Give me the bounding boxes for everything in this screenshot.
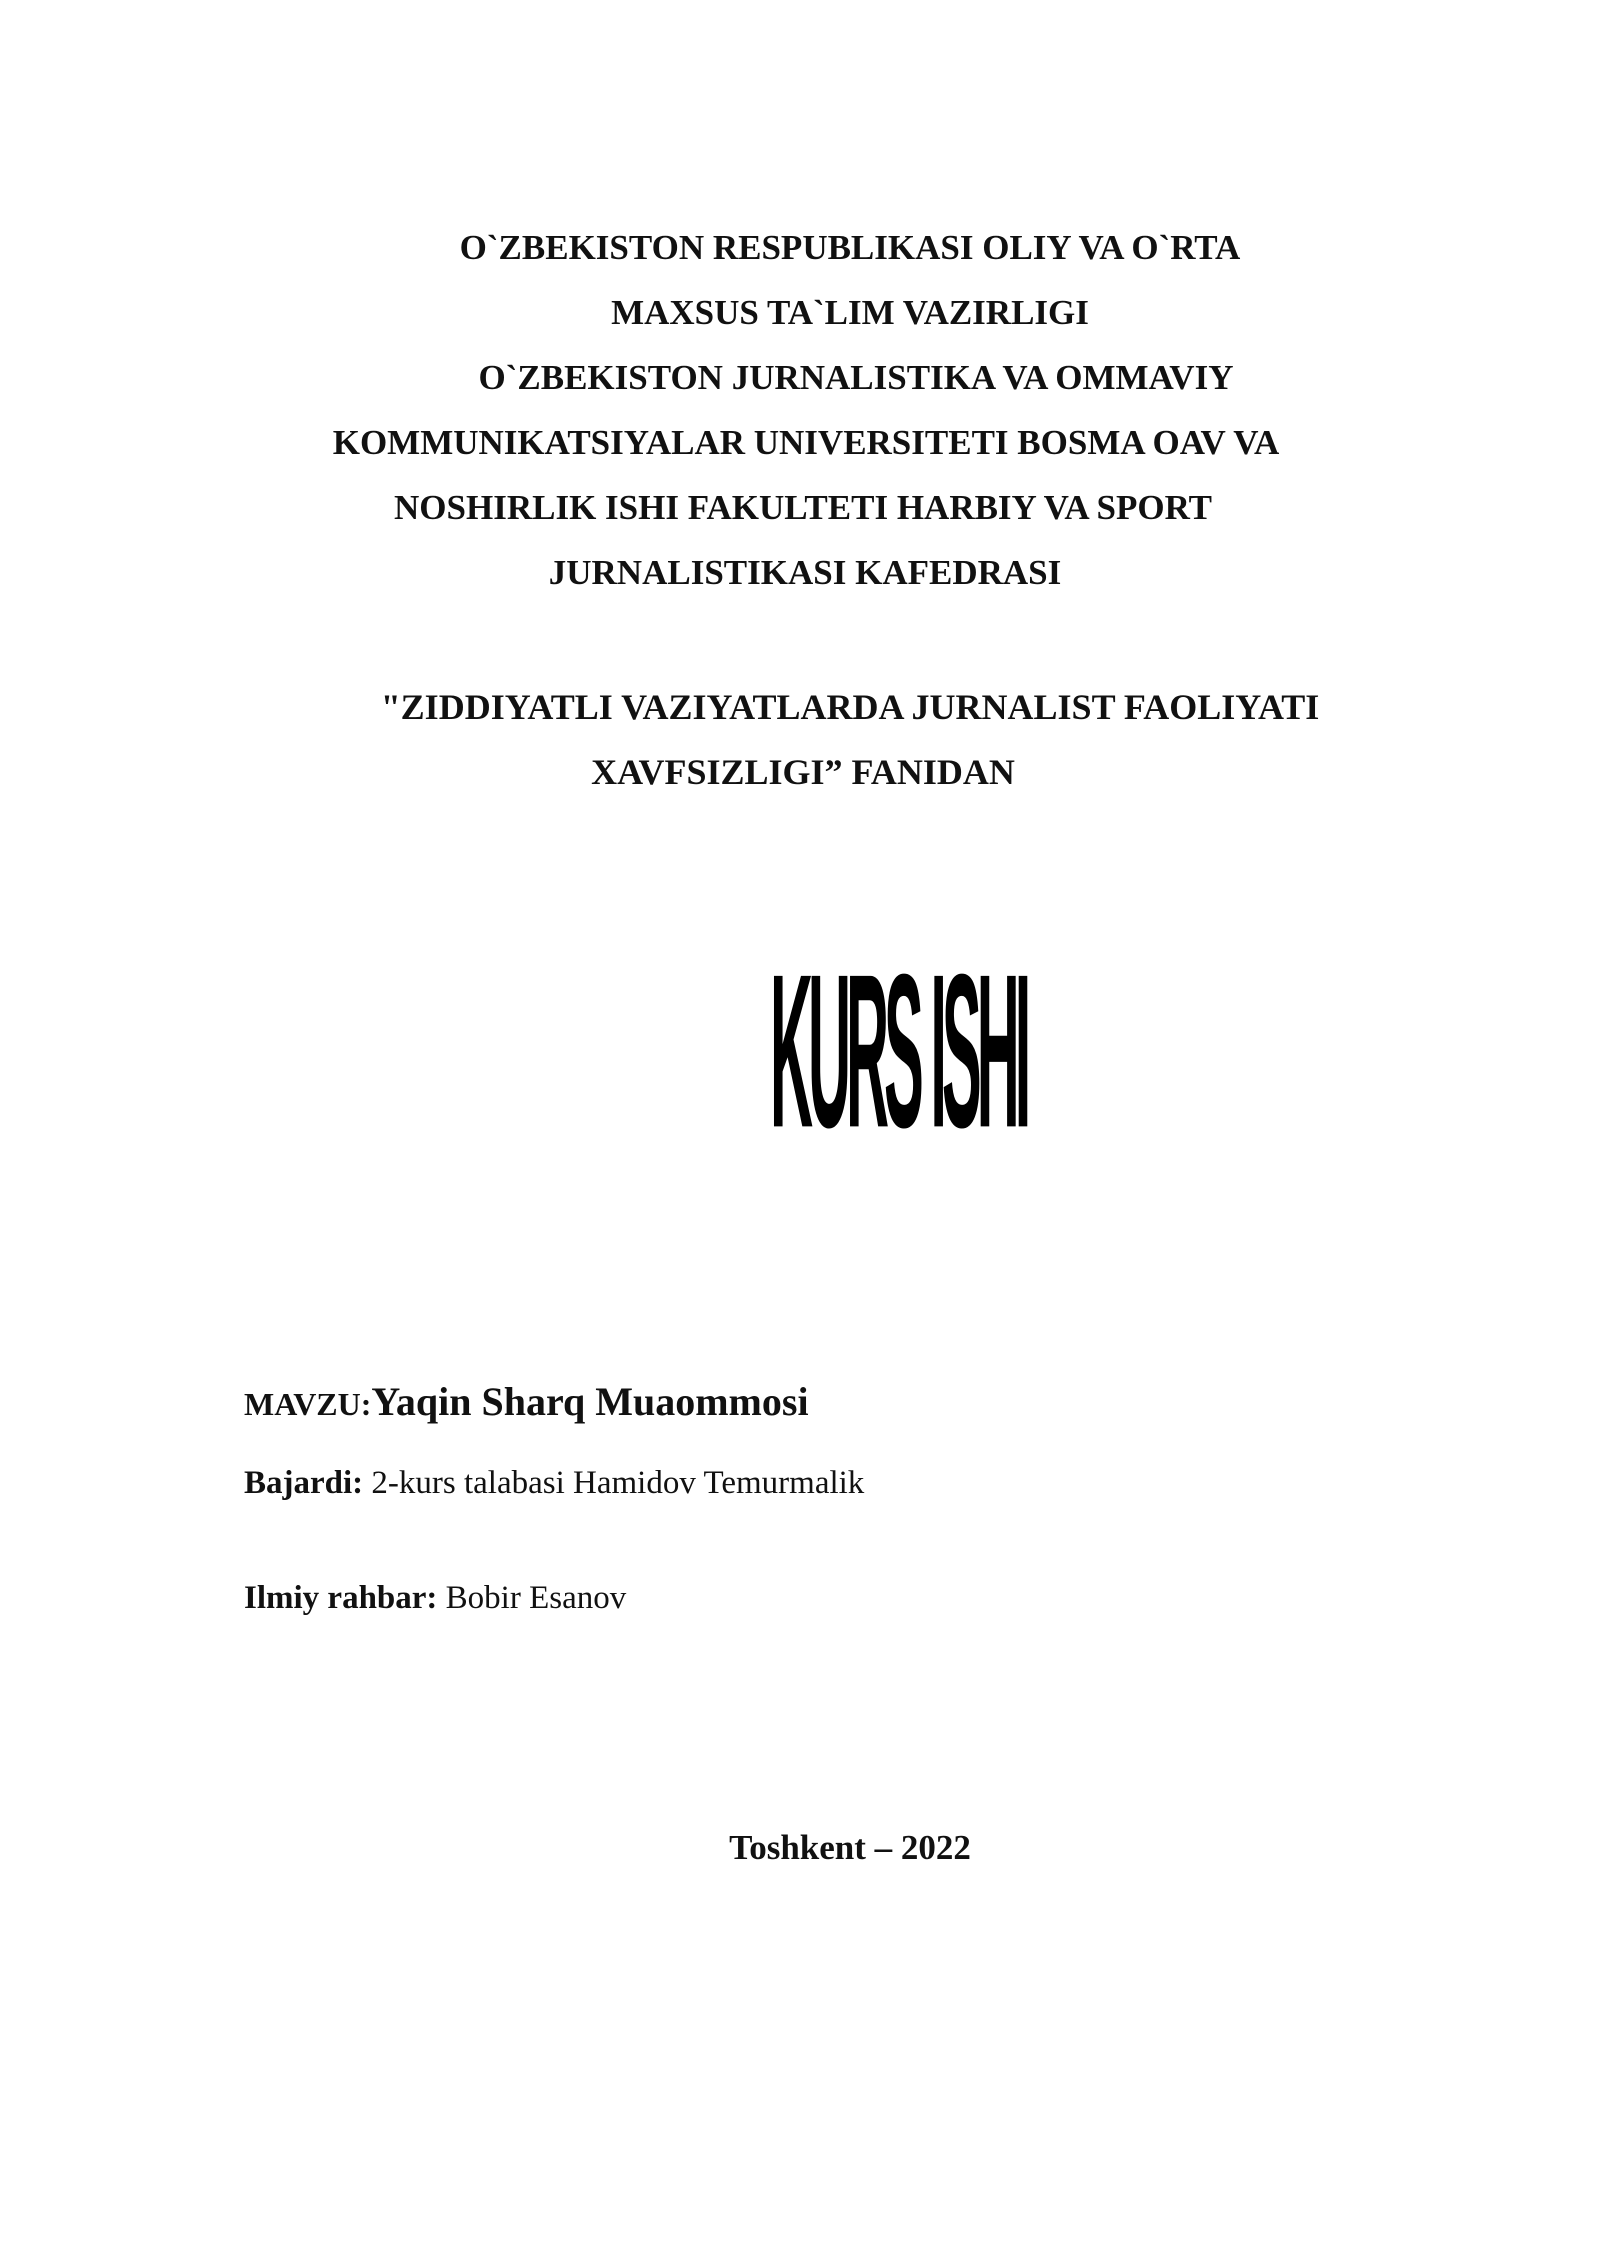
header-line-4: KOMMUNIKATSIYALAR UNIVERSITETI BOSMA OAV VA xyxy=(332,423,1280,462)
header-line-1: O`ZBEKISTON RESPUBLIKASI OLIY VA O`RTA xyxy=(459,228,1241,267)
city-year: Toshkent – 2022 xyxy=(729,1828,971,1867)
header-line-3: O`ZBEKISTON JURNALISTIKA VA OMMAVIY xyxy=(478,358,1234,397)
topic-value: Yaqin Sharq Muaommosi xyxy=(371,1379,809,1424)
header-line-2: MAXSUS TA`LIM VAZIRLIGI xyxy=(611,293,1089,332)
author-value: 2-kurs talabasi Hamidov Temurmalik xyxy=(363,1465,865,1501)
supervisor-line xyxy=(244,1580,626,1617)
header-line-6: JURNALISTIKASI KAFEDRASI xyxy=(548,553,1062,592)
author-line xyxy=(244,1465,864,1502)
supervisor-value: Bobir Esanov xyxy=(437,1580,627,1616)
topic-label: MAVZU: xyxy=(244,1386,372,1422)
document-type-wordart xyxy=(770,930,1027,1175)
author-label: Bajardi: xyxy=(244,1465,364,1501)
supervisor-label: Ilmiy rahbar: xyxy=(244,1580,438,1616)
header-line-5: NOSHIRLIK ISHI FAKULTETI HARBIY VA SPORT xyxy=(394,488,1212,527)
subject-line-1: "ZIDDIYATLI VAZIYATLARDA JURNALIST FAOLIYATI xyxy=(380,687,1320,727)
topic-line xyxy=(244,1378,809,1425)
document-type-text: KURS ISHI xyxy=(770,930,1027,1175)
subject-line-2: XAVFSIZLIGI” FANIDAN xyxy=(591,752,1015,792)
